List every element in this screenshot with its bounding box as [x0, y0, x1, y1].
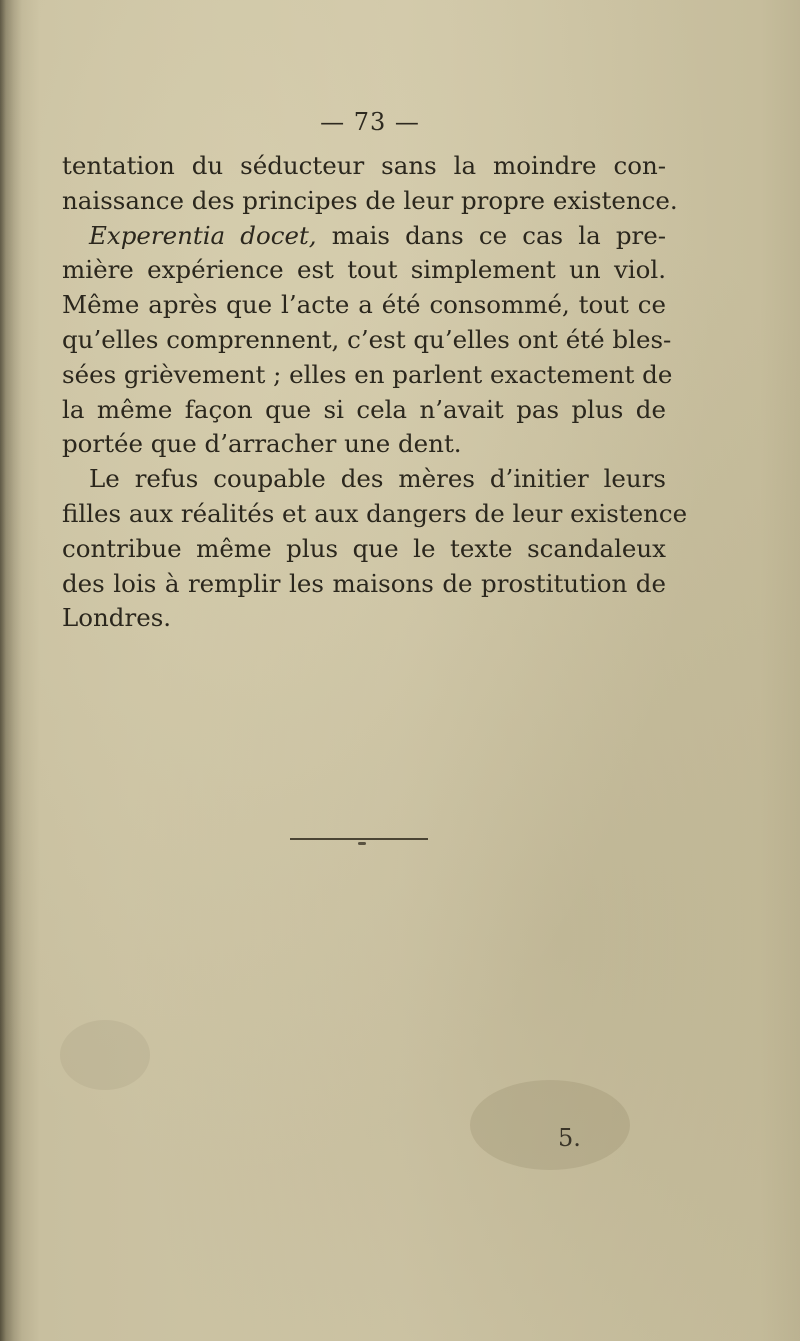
text-line: la même façon que si cela n’avait pas plus de: [62, 394, 666, 424]
text-line: filles aux réalités et aux dangers de leur existence: [62, 498, 688, 528]
signature-mark: 5.: [558, 1124, 581, 1152]
text-line: Même après que l’acte a été consommé, tout ce: [62, 290, 666, 320]
divider-ornament: [358, 842, 366, 845]
text-fragment: mais dans ce cas la pre-: [316, 220, 666, 250]
text-line: tentation du séducteur sans la moindre con-: [62, 151, 666, 180]
latin-phrase: Experentia docet,: [89, 220, 317, 250]
text-line: sées grièvement ; elles en parlent exactement de: [62, 359, 673, 389]
text-line: Londres.: [62, 603, 172, 633]
text-line: portée que d’arracher une dent.: [62, 429, 462, 459]
paper-stain: [60, 1020, 150, 1090]
text-line: qu’elles comprennent, c’est qu’elles ont été bles-: [62, 324, 672, 354]
paper-stain: [470, 1080, 630, 1170]
text-line: contribue même plus que le texte scandaleux: [62, 533, 666, 563]
page-number: — 73 —: [320, 108, 420, 136]
text-line: Le refus coupable des mères d’initier leurs: [89, 464, 666, 494]
text-line: naissance des principes de leur propre existence.: [62, 185, 678, 215]
body-text: [62, 149, 688, 636]
text-line: des lois à remplir les maisons de prostitution de: [62, 568, 666, 598]
text-line: [62, 219, 666, 254]
section-divider: [290, 838, 428, 840]
book-spine-shadow: [0, 0, 22, 1341]
text-line: mière expérience est tout simplement un viol.: [62, 255, 666, 285]
